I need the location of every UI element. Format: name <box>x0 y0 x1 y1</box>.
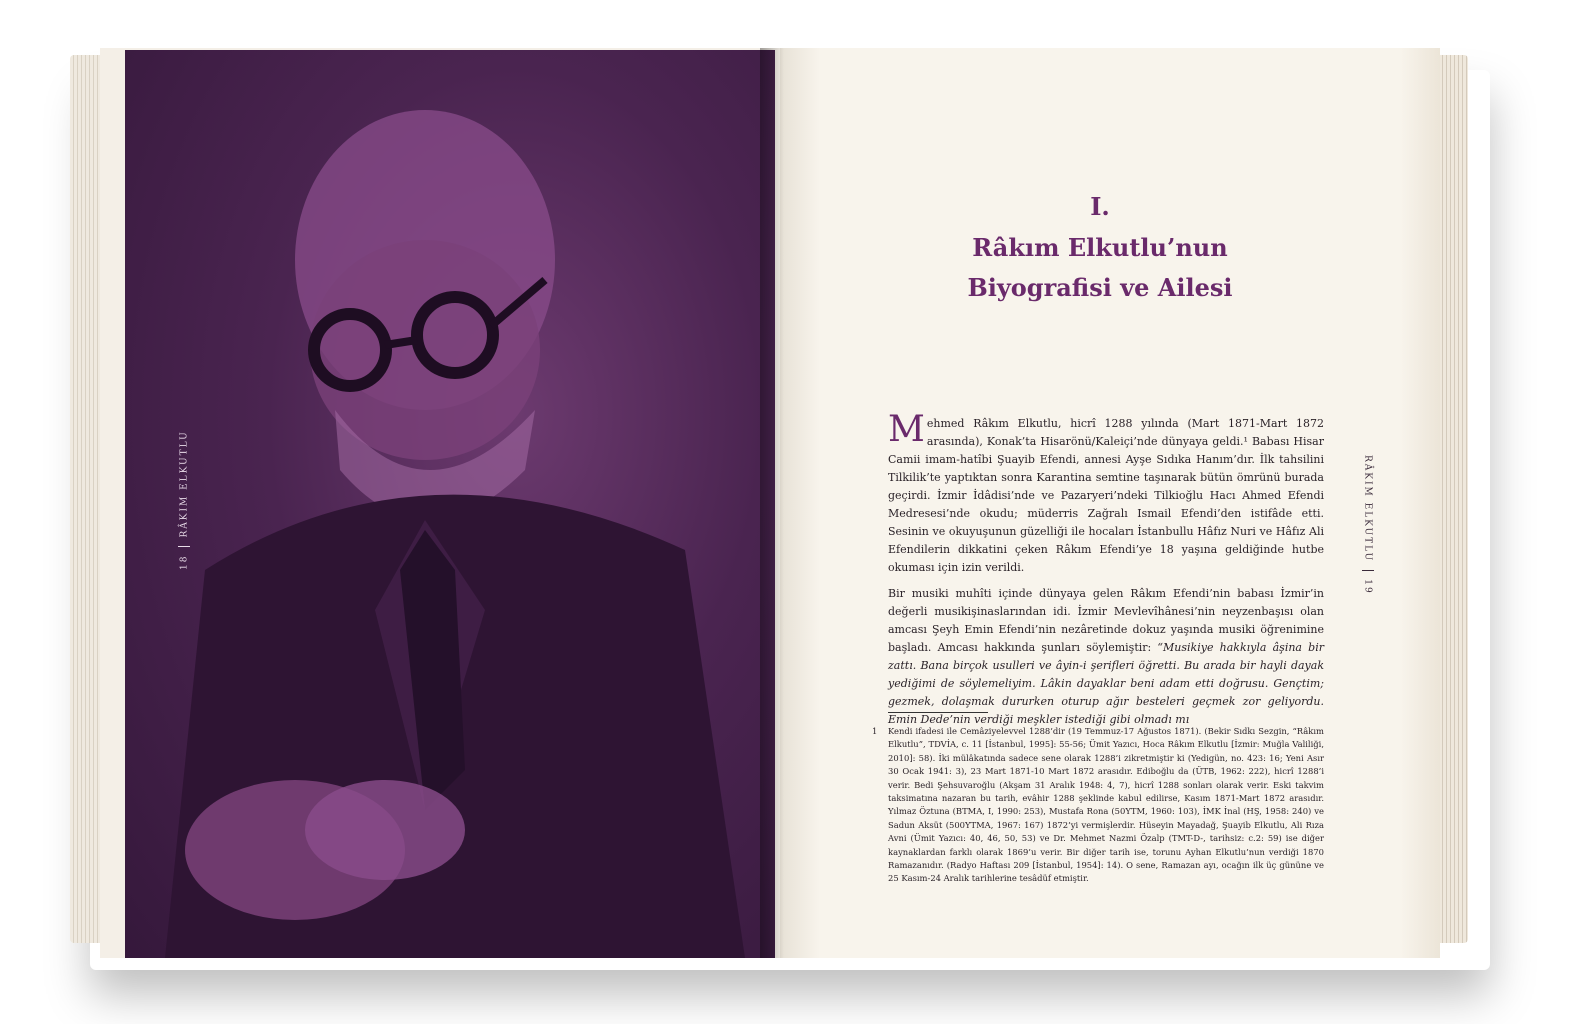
portrait-photo <box>125 50 775 958</box>
paragraph-2-text: Bir musiki muhîti içinde dünyaya gelen Râkım Efendi’nin babası İzmir’in değerli musikişinaslarından idi. İzmir Mevlevîhânesi’nin neyzenbaşısı olan amcası Şeyh Emin Efendi’nin nezâretinde dokuz yaşında musiki öğrenimine başladı. Amcası hakkında şunları söylemiştir: <box>888 587 1324 654</box>
running-head-right <box>1362 455 1374 595</box>
drop-cap: M <box>888 409 925 450</box>
running-head-left <box>178 430 190 570</box>
gutter-shadow <box>760 48 800 958</box>
chapter-number: I. <box>1090 192 1110 221</box>
portrait-illustration <box>125 50 775 958</box>
running-title-left: RÂKIM ELKUTLU <box>179 430 190 538</box>
running-title-right: RÂKIM ELKUTLU <box>1362 455 1373 563</box>
paragraph-2 <box>888 585 1324 729</box>
footnote-number: 1 <box>872 726 878 736</box>
page-number-right: 19 <box>1362 579 1373 595</box>
footnote-text: Kendi ifadesi ile Cemâziyelevvel 1288’dir (19 Temmuz-17 Ağustos 1871). (Bekir Sıdkı Sezgin, “Râkım Elkutlu”, TDVİA, c. 11 [İstanbul, 1995]: 55-56; Ümit Yazıcı, Hoca Râkım Elkutlu [İzmir: Muğla Valiliği, 2010]: 58). İki mülâkatında sadece sene olarak 1288’i zikretmiştir ki (Yedigün, no. 423: 16; Yeni Asır 30 Ocak 1941: 3), 23 Mart 1871-10 Mart 1872 arasıdır. Ediboğlu da (ÜTB, 1962: 222), hicrî 1288’i verir. Bedi Şehsuvaroğlu (Akşam 31 Aralık 1948: 4, 7), hicrî 1288 sonları olarak verir. Eski takvim taksimatına nazaran bu tarih, evâhir 1288 şeklinde kabul edilirse, Kasım 1871-Mart 1872 arasıdır. Yılmaz Öztuna (BTMA, I, 1990: 253), Mustafa Rona (50YTM, 1960: 103), İMK İnal (HŞ, 1958: 240) ve Sadun Aksüt (500YTMA, 1967: 167) 1872’yi vermişlerdir. Hüseyin Mayadağ, Şuayib Elkutlu, Ali Rıza Avni (Ümit Yazıcı: 40, 46, 50, 53) ve Dr. Mehmet Nazmi Özalp (TMT-D-, tarihsiz: c.2: 59) ise diğer kaynaklardan farklı olarak 1869’u verir. Bir diğer tarih ise, torunu Ayhan Elkutlu’nun verdiği 1870 Ramazanıdır. (Radyo Haftası 209 [İstanbul, 1954]: 14). O sene, Ramazan ayı, ocağın ilk üç gününe ve 25 Kasım-24 Aralık tarihlerine tesâdüf etmiştir. <box>888 726 1324 884</box>
body-text <box>888 409 1324 737</box>
footnote <box>872 725 1324 886</box>
paragraph-2-quote: “Musikiye hakkıyla âşina bir zattı. Bana birçok usulleri ve âyin-i şerifleri öğretti. Bu arada bir hayli dayak yediğimi de söylemeliyim. Lâkin dayaklar beni adam etti doğrusu. Gençtim; gezmek, dolaşmak dururken oturup ağır besteleri geçmek zor geliyordu. Emin Dede’nin verdiği meşkler istediği gibi olmadı mı <box>888 641 1324 726</box>
paragraph-1 <box>888 409 1324 577</box>
chapter-title-line2: Biyografisi ve Ailesi <box>967 273 1233 302</box>
footnote-rule <box>888 712 988 713</box>
paragraph-1-text: ehmed Râkım Elkutlu, hicrî 1288 yılında (Mart 1871-Mart 1872 arasında), Konak’ta Hisarönü/Kaleiçi’nde dünyaya geldi.¹ Babası Hisar Camii imam-hatîbi Şuayib Efendi, annesi Ayşe Sıdıka Hanım’dır. İlk tahsilini Tilkilik’te yaptıktan sonra Karantina semtine taşınarak bütün ömrünü burada geçirdi. İzmir İdâdisi’nde ve Pazaryeri’ndeki Tilkioğlu Hacı Ahmed Efendi Medresesi’nde okudu; müderris Zağralı Ismail Efendi’den istifâde etti. Sesinin ve okuyuşunun güzelliği ile hocaları İstanbullu Hâfız Nuri ve Hâfız Ali Efendilerin dikkatini çeken Râkım Efendi’ye 18 yaşına geldiğinde hutbe okuması için izin verildi. <box>888 417 1324 574</box>
chapter-title-line1: Râkım Elkutlu’nun <box>972 233 1228 262</box>
chapter-title <box>900 228 1300 308</box>
page-number-left: 18 <box>179 554 190 570</box>
